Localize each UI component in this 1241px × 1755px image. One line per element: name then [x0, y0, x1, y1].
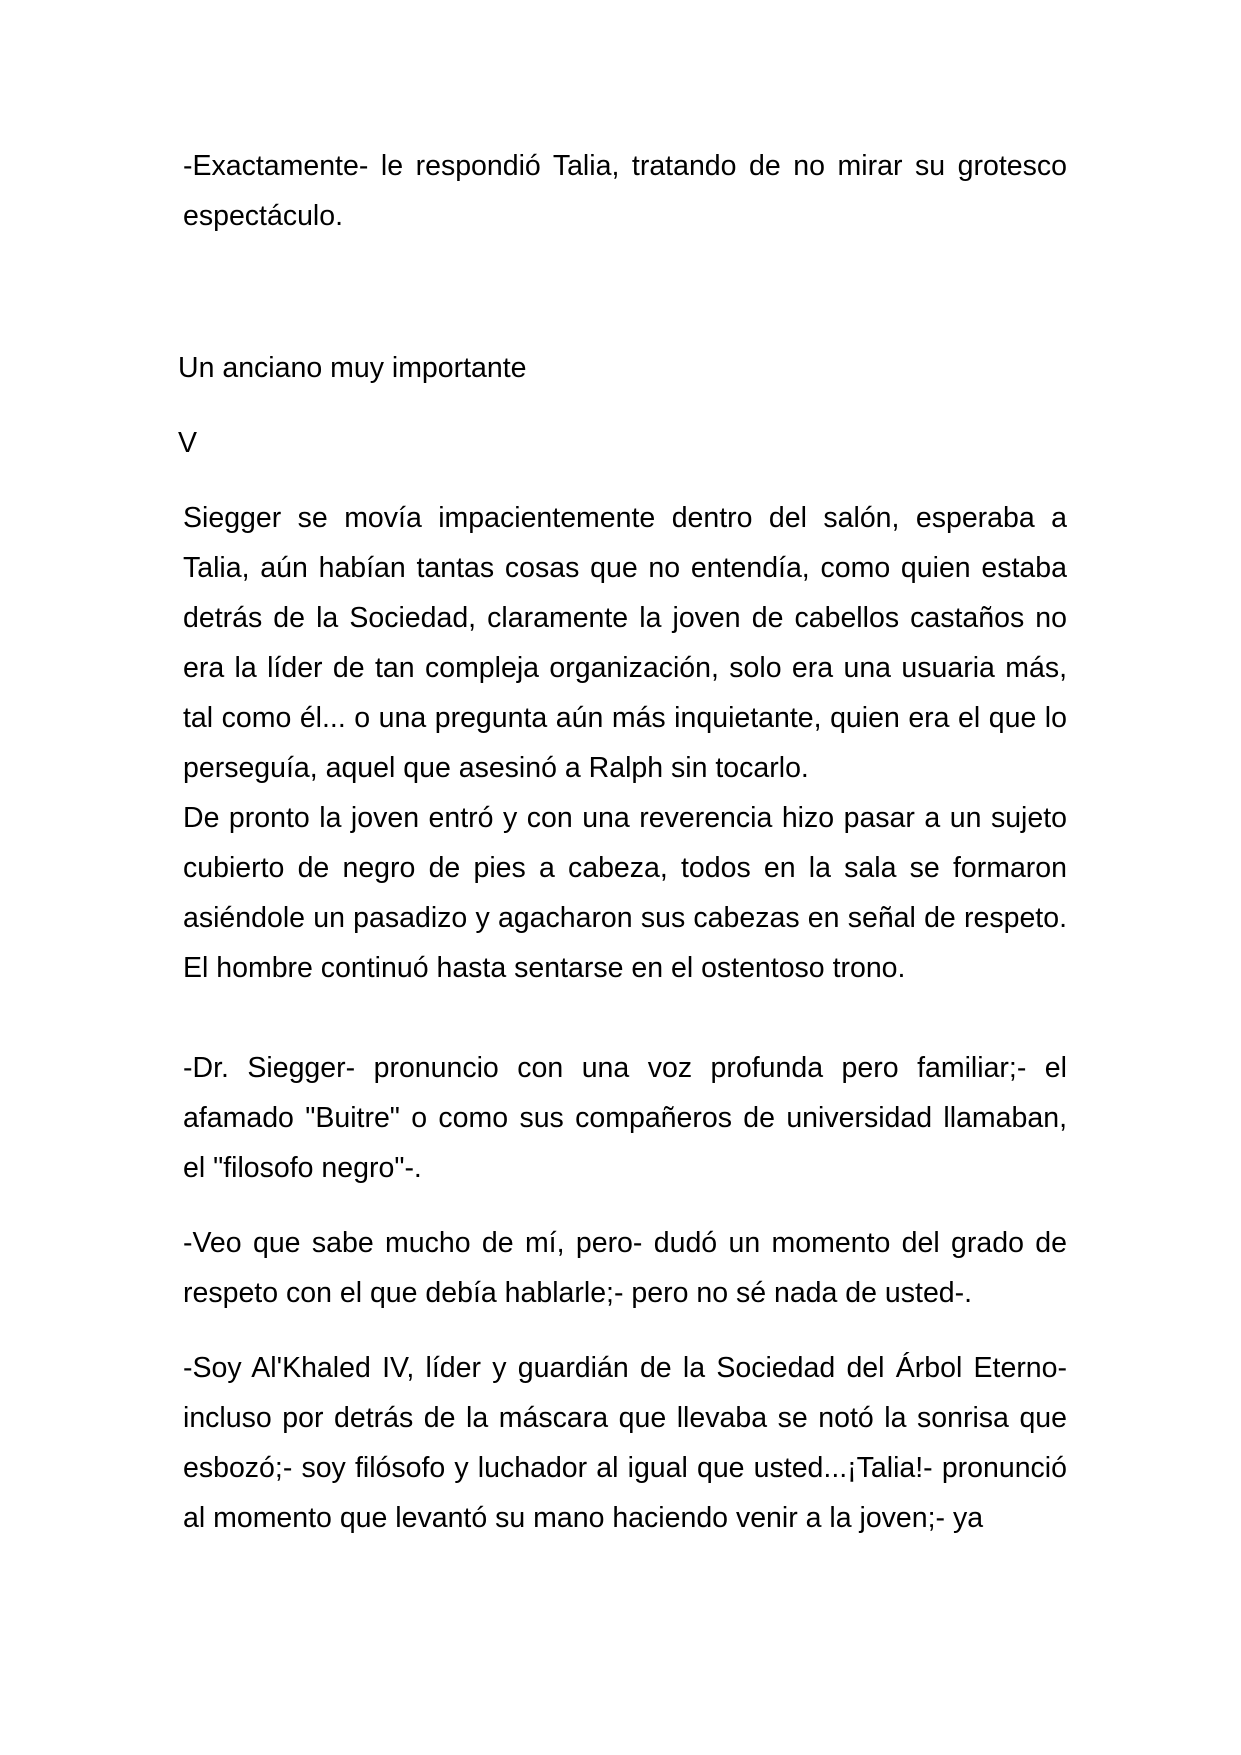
body-paragraph: -Soy Al'Khaled IV, líder y guardián de la Sociedad del Árbol Eterno- incluso por detrás de la máscara que llevaba se notó la sonrisa que esbozó;- soy filósofo y luchador al igual que usted...¡Talia!- pronunció al momento que levantó su mano haciendo venir a la joven;- ya — [183, 1352, 1067, 1534]
body-paragraph: Siegger se movía impacientemente dentro del salón, esperaba a Talia, aún habían tantas cosas que no entendía, como quien estaba detrás de la Sociedad, claramente la joven de cabellos castaños no era la líder de tan compleja organización, solo era una usuaria más, tal como él... o una pregunta aún más inquietante, quien era el que lo perseguía, aquel que asesinó a Ralph sin tocarlo. — [183, 502, 1067, 784]
body-paragraph: -Dr. Siegger- pronuncio con una voz profunda pero familiar;- el afamado "Buitre" o como sus compañeros de universidad llamaban, el "filosofo negro"-. — [183, 1052, 1067, 1184]
chapter-number: V — [178, 427, 198, 459]
body-paragraph: -Veo que sabe mucho de mí, pero- dudó un momento del grado de respeto con el que debía hablarle;- pero no sé nada de usted-. — [183, 1227, 1067, 1309]
body-paragraph: De pronto la joven entró y con una reverencia hizo pasar a un sujeto cubierto de negro de pies a cabeza, todos en la sala se formaron asiéndole un pasadizo y agacharon sus cabezas en señal de respeto. El hombre continuó hasta sentarse en el ostentoso trono. — [183, 802, 1067, 984]
intro-paragraph: -Exactamente- le respondió Talia, tratando de no mirar su grotesco espectáculo. — [183, 150, 1067, 232]
chapter-title: Un anciano muy importante — [178, 352, 527, 384]
